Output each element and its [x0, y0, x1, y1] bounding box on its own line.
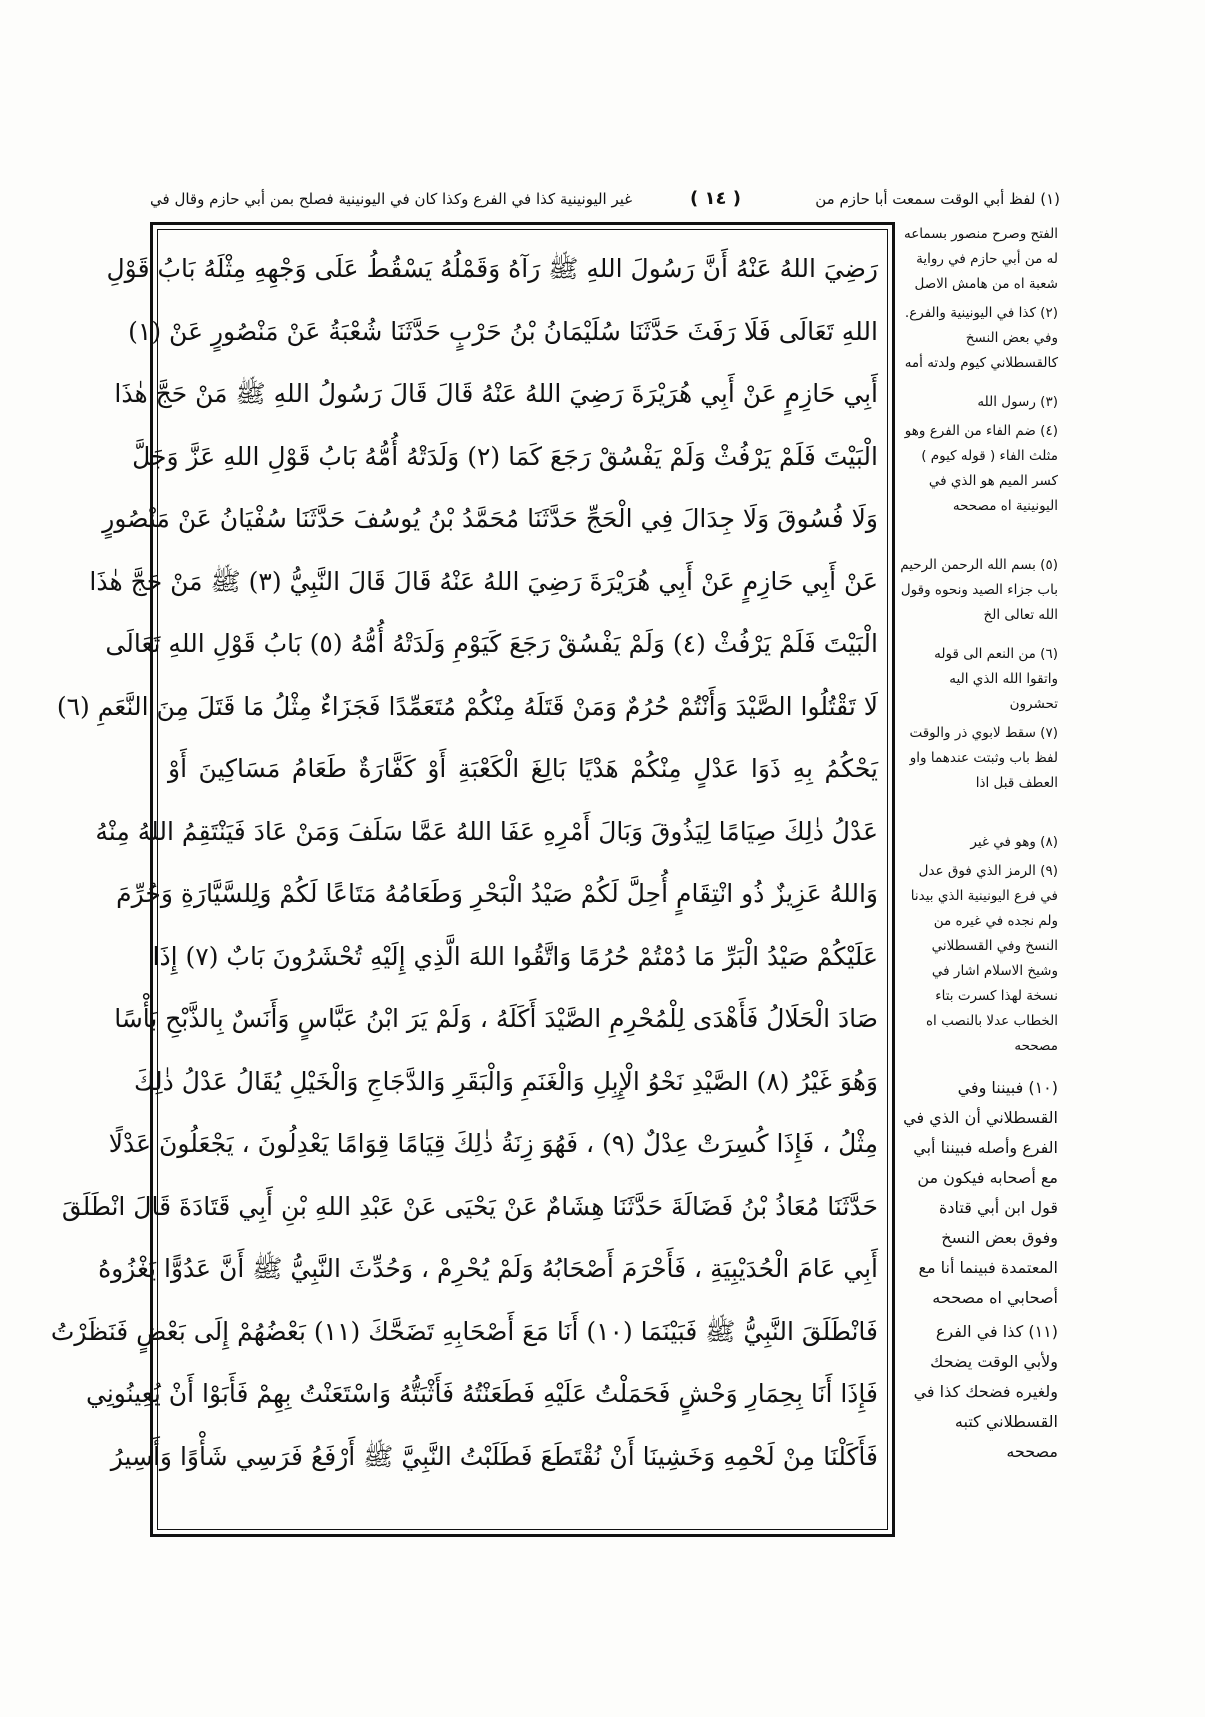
text-line: لَا تَقْتُلُوا الصَّيْدَ وَأَنْتُمْ حُرُمٌ وَمَنْ قَتَلَهُ مِنْكُمْ مُتَعَمِّدًا فَجَزَاءٌ مِثْلُ مَا قَتَلَ مِنَ النَّعَمِ (٦) [56, 691, 878, 721]
text-line: رَضِيَ اللهُ عَنْهُ أَنَّ رَسُولَ اللهِ ﷺ رَآهُ وَقَمْلُهُ يَسْقُطُ عَلَى وَجْهِهِ مِثْلَهُ بَابُ قَوْلِ [106, 254, 878, 283]
footnote: (١١) كذا في الفرع ولأبي الوقت يضحك ولغيره فضحك كذا في القسطلاني كتبه مصححه [913, 1322, 1058, 1461]
footnote: (٨) وهو في غير [970, 834, 1058, 850]
text-line: الْبَيْتَ فَلَمْ يَرْفُثْ (٤) وَلَمْ يَفْسُقْ رَجَعَ كَيَوْمِ وَلَدَتْهُ أُمُّهُ (٥) بَابُ قَوْلِ اللهِ تَعَالَى [105, 629, 878, 658]
text-line: وَلَا فُسُوقَ وَلَا جِدَالَ فِي الْحَجِّ حَدَّثَنَا مُحَمَّدُ بْنُ يُوسُفَ حَدَّثَنَا سُفْيَانُ عَنْ مَنْصُورٍ [102, 504, 878, 533]
page-number: ( ١٤ ) [690, 188, 741, 209]
footnote: (٤) ضم الفاء من الفرع وهو مثلث الفاء ( قوله كيوم ) كسر الميم هو الذي في اليونينية اه مصححه [904, 423, 1058, 514]
header-footnote-start: (١) لفظ أبي الوقت سمعت أبا حازم من [815, 190, 1060, 208]
text-line: عَنْ أَبِي حَازِمٍ عَنْ أَبِي هُرَيْرَةَ رَضِيَ اللهُ عَنْهُ قَالَ قَالَ النَّبِيُّ (٣) ﷺ مَنْ حَجَّ هٰذَا [89, 566, 878, 596]
footnote: (٧) سقط لابوي ذر والوقت لفظ باب وثبتت عندهما واو العطف قبل اذا [909, 725, 1058, 791]
text-line: وَاللهُ عَزِيزٌ ذُو انْتِقَامٍ أُحِلَّ لَكُمْ صَيْدُ الْبَحْرِ وَطَعَامُهُ مَتَاعًا لَكُمْ وَلِلسَّيَّارَةِ وَحُرِّمَ [116, 879, 878, 908]
text-line: صَادَ الْحَلَالُ فَأَهْدَى لِلْمُحْرِمِ الصَّيْدَ أَكَلَهُ ، وَلَمْ يَرَ ابْنُ عَبَّاسٍ وَأَنَسٌ بِالذَّبْحِ بَأْسًا [114, 1004, 878, 1033]
text-line: فَانْطَلَقَ النَّبِيُّ ﷺ فَبَيْنَمَا (١٠) أَنَا مَعَ أَصْحَابِهِ تَضَحَّكَ (١١) بَعْضُهُمْ إِلَى بَعْضٍ فَنَظَرْتُ [50, 1316, 878, 1346]
text-line: عَلَيْكُمْ صَيْدُ الْبَرِّ مَا دُمْتُمْ حُرُمًا وَاتَّقُوا اللهَ الَّذِي إِلَيْهِ تُحْشَرُونَ بَابٌ (٧) إِذَا [152, 941, 878, 971]
text-line: مِثْلُ ، فَإِذَا كُسِرَتْ عِدْلٌ (٩) ، فَهُوَ زِنَةُ ذٰلِكَ قِيَامًا قِوَامًا يَعْدِلُونَ ، يَجْعَلُونَ عَدْلًا [108, 1129, 878, 1158]
text-line: أَبِي عَامَ الْحُدَيْبِيَةِ ، فَأَحْرَمَ أَصْحَابُهُ وَلَمْ يُحْرِمْ ، وَحُدِّثَ النَّبِيُّ ﷺ أَنَّ عَدُوًّا يَغْزُوهُ [98, 1254, 878, 1283]
text-line: وَهُوَ غَيْرُ (٨) الصَّيْدِ نَحْوُ الْإِبِلِ وَالْغَنَمِ وَالْبَقَرِ وَالدَّجَاجِ وَالْخَيْلِ يُقَالُ عَدْلُ ذٰلِكَ [133, 1066, 878, 1096]
margin-footnotes [900, 222, 1058, 1471]
text-line: عَدْلُ ذٰلِكَ صِيَامًا لِيَذُوقَ وَبَالَ أَمْرِهِ عَفَا اللهُ عَمَّا سَلَفَ وَمَنْ عَادَ فَيَنْتَقِمُ اللهُ مِنْهُ [95, 816, 878, 846]
main-hadith-text [50, 238, 878, 1488]
text-line: اللهِ تَعَالَى فَلَا رَفَثَ حَدَّثَنَا سُلَيْمَانُ بْنُ حَرْبٍ حَدَّثَنَا شُعْبَةُ عَنْ مَنْصُورٍ عَنْ (١) [128, 316, 878, 346]
footnote: (٢) كذا في اليونينية والفرع. وفي بعض النسخ كالقسطلاني كيوم ولدته أمه [904, 305, 1058, 371]
text-line: فَأَكَلْنَا مِنْ لَحْمِهِ وَخَشِينَا أَنْ نُقْتَطَعَ فَطَلَبْتُ النَّبِيَّ ﷺ أَرْفَعُ فَرَسِي شَأْوًا وَأَسِيرُ [110, 1441, 878, 1471]
text-line: يَحْكُمُ بِهِ ذَوَا عَدْلٍ مِنْكُمْ هَدْيًا بَالِغَ الْكَعْبَةِ أَوْ كَفَّارَةٌ طَعَامُ مَسَاكِينَ أَوْ [168, 754, 878, 783]
footnote: (٦) من النعم الى قوله واتقوا الله الذي اليه تحشرون [934, 646, 1058, 712]
footnote: (٣) رسول الله [977, 394, 1058, 410]
text-line: حَدَّثَنَا مُعَاذُ بْنُ فَضَالَةَ حَدَّثَنَا هِشَامٌ عَنْ يَحْيَى عَنْ عَبْدِ اللهِ بْنِ أَبِي قَتَادَةَ قَالَ انْطَلَقَ [61, 1191, 878, 1221]
page-header [150, 186, 1060, 218]
footnote: (١٠) فبيننا وفي القسطلاني أن الذي في الفرع وأصله فبيننا أبي مع أصحابه فيكون من قول ابن أبي قتادة وفوق بعض النسخ المعتمدة فبينما أنا مع أصحابي اه مصححه [903, 1078, 1058, 1307]
text-line: أَبِي حَازِمٍ عَنْ أَبِي هُرَيْرَةَ رَضِيَ اللهُ عَنْهُ قَالَ قَالَ رَسُولُ اللهِ ﷺ مَنْ حَجَّ هٰذَا [114, 379, 878, 408]
text-line: الْبَيْتَ فَلَمْ يَرْفُثْ وَلَمْ يَفْسُقْ رَجَعَ كَمَا (٢) وَلَدَتْهُ أُمُّهُ بَابُ قَوْلِ اللهِ عَزَّ وَجَلَّ [132, 441, 878, 471]
footnote: (٩) الرمز الذي فوق عدل في فرع اليونينية الذي بيدنا ولم نجده في غيره من النسخ وفي القسطلاني وشيخ الاسلام اشار في نسخة لهذا كسرت بتاء الخطاب عدلا بالنصب اه مصححه [910, 863, 1058, 1054]
footnote: الفتح وصرح منصور بسماعه له من أبي حازم في رواية شعبة اه من هامش الاصل [903, 226, 1058, 292]
footnote: (٥) بسم الله الرحمن الرحيم باب جزاء الصيد ونحوه وقول الله تعالى الخ [900, 557, 1058, 623]
text-line: فَإِذَا أَنَا بِحِمَارِ وَحْشٍ فَحَمَلْتُ عَلَيْهِ فَطَعَنْتُهُ فَأَثْبَتُّهُ وَاسْتَعَنْتُ بِهِمْ فَأَبَوْا أَنْ يُعِينُونِي [86, 1379, 878, 1408]
header-footnote-continuation: غير اليونينية كذا في الفرع وكذا كان في اليونينية فصلح بمن أبي حازم وقال في [150, 190, 633, 208]
